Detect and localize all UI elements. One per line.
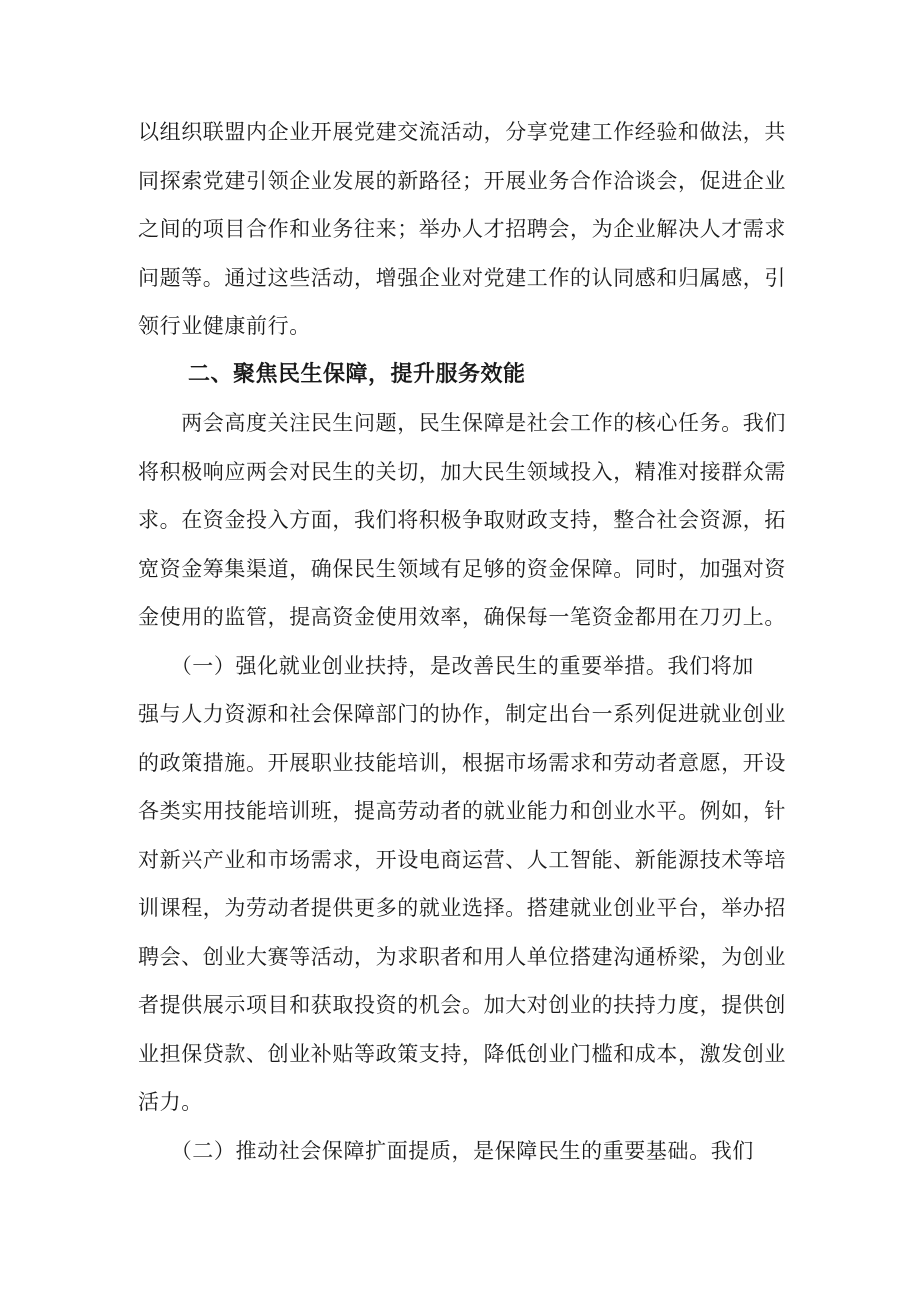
body-paragraph [138,108,788,351]
document-page [138,108,788,1175]
body-paragraph [138,642,788,1127]
text-line: 以组织联盟内企业开展党建交流活动，分享党建工作经验和做法，共 [138,120,786,144]
body-paragraph [138,1127,788,1176]
text-line: 训课程，为劳动者提供更多的就业选择。搭建就业创业平台，举办招 [138,896,786,920]
text-line: 金使用的监管，提高资金使用效率，确保每一笔资金都用在刀刃上。 [138,605,786,629]
text-line: 者提供展示项目和获取投资的机会。加大对创业的扶持力度，提供创 [138,993,786,1017]
text-line: 业担保贷款、创业补贴等政策支持，降低创业门槛和成本，激发创业 [138,1041,786,1066]
body-paragraph [138,399,788,642]
text-line: 活力。 [138,1090,203,1114]
text-line: 之间的项目合作和业务往来；举办人才招聘会，为企业解决人才需求 [138,217,786,241]
text-line: （二）推动社会保障扩面提质，是保障民生的重要基础。我们 [138,1138,754,1163]
text-line: （一）强化就业创业扶持，是改善民生的重要举措。我们将加 [138,653,754,678]
text-line: 领行业健康前行。 [138,314,311,338]
text-line: 聘会、创业大赛等活动，为求职者和用人单位搭建沟通桥梁，为创业 [138,944,786,969]
text-line: 各类实用技能培训班，提高劳动者的就业能力和创业水平。例如，针 [138,799,786,823]
text-line: 求。在资金投入方面，我们将积极争取财政支持，整合社会资源，拓 [138,508,786,532]
section-heading: 二、聚焦民生保障，提升服务效能 [188,361,526,387]
text-line: 强与人力资源和社会保障部门的协作，制定出台一系列促进就业创业 [138,702,786,726]
text-line: 的政策措施。开展职业技能培训，根据市场需求和劳动者意愿，开设 [138,750,786,775]
text-line: 同探索党建引领企业发展的新路径；开展业务合作洽谈会，促进企业 [138,168,786,193]
text-line: 将积极响应两会对民生的关切，加大民生领域投入，精准对接群众需 [138,459,786,484]
text-line: 对新兴产业和市场需求，开设电商运营、人工智能、新能源技术等培 [138,847,786,872]
text-line: 宽资金筹集渠道，确保民生领域有足够的资金保障。同时，加强对资 [138,556,786,581]
text-line: 两会高度关注民生问题，民生保障是社会工作的核心任务。我们 [138,411,786,435]
text-line: 问题等。通过这些活动，增强企业对党建工作的认同感和归属感，引 [138,265,786,290]
